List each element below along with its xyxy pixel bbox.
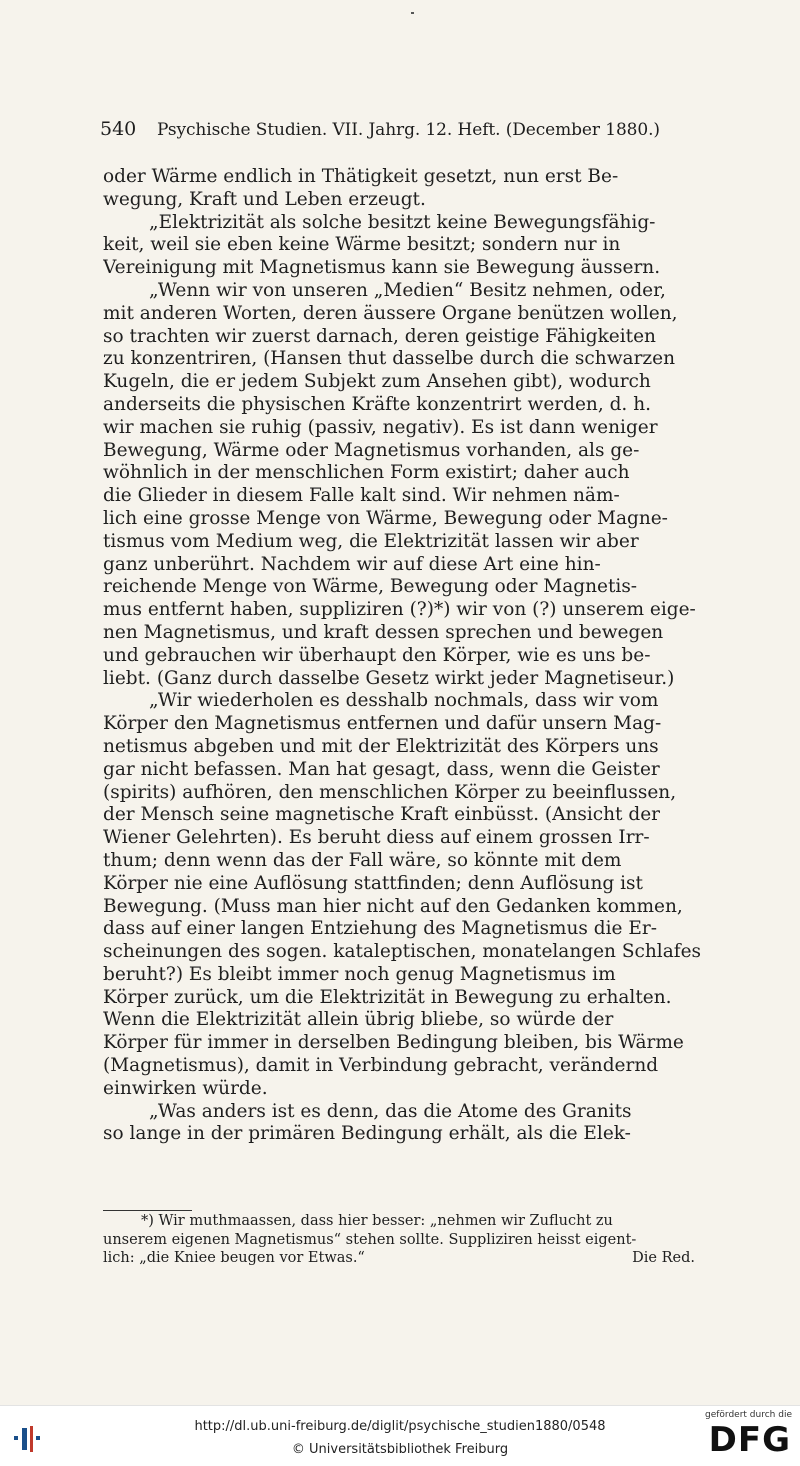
text-line: Körper den Magnetismus entfernen und dafür unsern Mag- <box>103 713 662 735</box>
text-line: anderseits die physischen Kräfte konzentrirt werden, d. h. <box>103 393 651 415</box>
footnote-rule <box>103 1210 192 1211</box>
text-line: Wenn die Elektrizität allein übrig bliebe, so würde der <box>103 1009 614 1031</box>
viewer-footer <box>0 1405 800 1466</box>
text-line: liebt. (Ganz durch dasselbe Gesetz wirkt jeder Magnetiseur.) <box>103 667 675 689</box>
text-line: Wiener Gelehrten). Es beruht diess auf einem grossen Irr- <box>103 827 650 849</box>
text-line: „Was anders ist es denn, das die Atome des Granits <box>149 1100 632 1122</box>
text-line: wir machen sie ruhig (passiv, negativ). Es ist dann weniger <box>103 416 658 438</box>
footnote-line: unserem eigenen Magnetismus“ stehen sollte. Suppliziren heisst eigent- <box>103 1231 637 1248</box>
text-line: Körper nie eine Auflösung stattfinden; denn Auflösung ist <box>103 872 643 894</box>
scan-mark <box>411 12 414 14</box>
text-line: Bewegung, Wärme oder Magnetismus vorhanden, als ge- <box>103 439 640 461</box>
text-line: tismus vom Medium weg, die Elektrizität lassen wir aber <box>103 530 639 552</box>
text-line: Körper zurück, um die Elektrizität in Bewegung zu erhalten. <box>103 986 672 1008</box>
dfg-logo[interactable]: DFG <box>708 1420 791 1460</box>
text-line: reichende Menge von Wärme, Bewegung oder Magnetis- <box>103 576 638 598</box>
page-url[interactable]: http://dl.ub.uni-freiburg.de/diglit/psychische_studien1880/0548 <box>194 1419 606 1434</box>
text-line: scheinungen des sogen. kataleptischen, monatelangen Schlafes <box>103 941 702 963</box>
text-line: (Magnetismus), damit in Verbindung gebracht, verändernd <box>103 1055 659 1077</box>
text-line: „Elektrizität als solche besitzt keine Bewegungsfähig- <box>149 211 656 233</box>
text-line: Vereinigung mit Magnetismus kann sie Bewegung äussern. <box>103 257 661 279</box>
body-text <box>103 166 739 1146</box>
text-line: so trachten wir zuerst darnach, deren geistige Fähigkeiten <box>103 325 656 347</box>
footnote-line <box>103 1249 739 1268</box>
text-line: oder Wärme endlich in Thätigkeit gesetzt, nun erst Be- <box>103 166 619 187</box>
page-number: 540 <box>100 118 137 140</box>
text-line: und gebrauchen wir überhaupt den Körper, wie es uns be- <box>103 644 651 666</box>
funder-note: gefördert durch die <box>705 1410 792 1420</box>
text-line: „Wenn wir von unseren „Medien“ Besitz nehmen, oder, <box>149 279 666 301</box>
footnote <box>103 1212 739 1268</box>
text-line: (spirits) aufhören, den menschlichen Körper zu beeinflussen, <box>103 781 677 803</box>
text-line: lich eine grosse Menge von Wärme, Bewegung oder Magne- <box>103 507 668 529</box>
text-line: wöhnlich in der menschlichen Form existirt; daher auch <box>103 462 630 484</box>
text-line: „Wir wiederholen es desshalb nochmals, dass wir vom <box>149 690 659 712</box>
editor-signature: Die Red. <box>632 1250 695 1266</box>
text-line: mus entfernt haben, suppliziren (?)*) wir von (?) unserem eige- <box>103 599 696 621</box>
text-line: ganz unberührt. Nachdem wir auf diese Art eine hin- <box>103 553 601 575</box>
footnote-line: *) Wir muthmaassen, dass hier besser: „nehmen wir Zuflucht zu <box>141 1213 613 1229</box>
text-line: keit, weil sie eben keine Wärme besitzt; sondern nur in <box>103 234 621 256</box>
text-line: beruht?) Es bleibt immer noch genug Magnetismus im <box>103 963 616 985</box>
text-line: Körper für immer in derselben Bedingung bleiben, bis Wärme <box>103 1032 684 1054</box>
text-line: Kugeln, die er jedem Subjekt zum Ansehen gibt), wodurch <box>103 371 651 393</box>
text-line: zu konzentriren, (Hansen thut dasselbe durch die schwarzen <box>103 348 676 370</box>
text-line: Bewegung. (Muss man hier nicht auf den Gedanken kommen, <box>103 895 683 917</box>
text-line: der Mensch seine magnetische Kraft einbüsst. (Ansicht der <box>103 804 661 826</box>
text-line: netismus abgeben und mit der Elektrizität des Körpers uns <box>103 735 659 757</box>
text-line: gar nicht befassen. Man hat gesagt, dass, wenn die Geister <box>103 758 660 780</box>
text-line: nen Magnetismus, und kraft dessen sprechen und bewegen <box>103 621 664 643</box>
text-line: so lange in der primären Bedingung erhält, als die Elek- <box>103 1123 631 1145</box>
text-line: thum; denn wenn das der Fall wäre, so könnte mit dem <box>103 849 622 871</box>
copyright: © Universitätsbibliothek Freiburg <box>291 1442 509 1457</box>
header-title: Psychische Studien. VII. Jahrg. 12. Heft. (December 1880.) <box>157 120 660 140</box>
text-line: wegung, Kraft und Leben erzeugt. <box>103 188 426 210</box>
text-line: einwirken würde. <box>103 1077 268 1099</box>
text-line: mit anderen Worten, deren äussere Organe benützen wollen, <box>103 302 678 324</box>
text-line: die Glieder in diesem Falle kalt sind. Wir nehmen näm- <box>103 485 620 507</box>
footnote-line-text: lich: „die Kniee beugen vor Etwas.“ <box>103 1250 365 1266</box>
text-line: dass auf einer langen Entziehung des Magnetismus die Er- <box>103 918 657 940</box>
